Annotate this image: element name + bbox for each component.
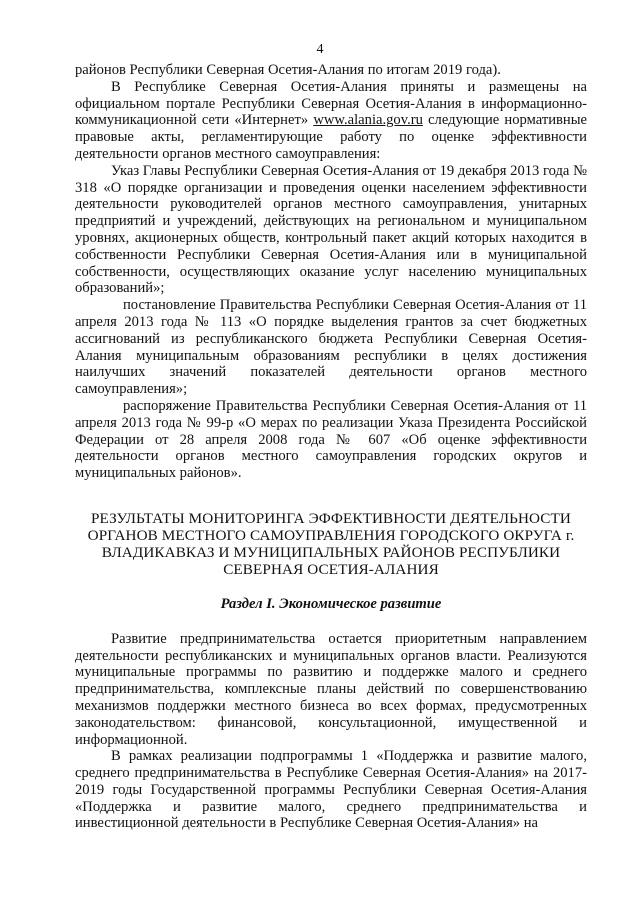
paragraph-resolution-113: постановление Правительства Республики Северная Осетия-Алания от 11 апреля 2013 года № 113 «О порядке выделения грантов за счет бюджетных ассигнований из республиканского бюджета Республики Северная Осетия-Алания муниципальным образованиям республики в целях достижения наилучших значений показателей деятельности органов местного самоуправления»; bbox=[75, 297, 587, 398]
paragraph-entrepreneurship: Развитие предпринимательства остается приоритетным направлением деятельности республиканских и муниципальных органов власти. Реализуются муниципальные программы по развитию и поддержке малого и среднего предпринимательства, комплексные планы действий по совершенствованию механизмов поддержки местного бизнеса во всех формах, предусмотренных законодательством: финансовой, консультационной, имущественной и информационной. bbox=[75, 630, 587, 748]
results-heading: РЕЗУЛЬТАТЫ МОНИТОРИНГА ЭФФЕКТИВНОСТИ ДЕЯТЕЛЬНОСТИ ОРГАНОВ МЕСТНОГО САМОУПРАВЛЕНИЯ ГОРОДСКОГО ОКРУГА г. ВЛАДИКАВКАЗ И МУНИЦИПАЛЬНЫХ РАЙОНОВ РЕСПУБЛИКИ СЕВЕРНАЯ ОСЕТИЯ-АЛАНИЯ bbox=[87, 509, 575, 578]
acts-intro-text: В Республике Северная Осетия-Алания приняты и размещены на официальном портале Республики Северная Осетия-Алания в информационно-коммуникационной сети «Интернет» bbox=[75, 78, 587, 129]
section-title: Раздел I. Экономическое развитие bbox=[220, 595, 442, 612]
page-number: 4 bbox=[316, 42, 324, 57]
acts-intro-text-end: следующие нормативные правовые акты, регламентирующие работу по оценке эффективности деятельности органов местного самоуправления: bbox=[75, 112, 588, 162]
paragraph-continuation: районов Республики Северная Осетия-Алания по итогам 2019 года). bbox=[75, 62, 501, 78]
paragraph-decree-318: Указ Главы Республики Северная Осетия-Алания от 19 декабря 2013 года № 318 «О порядке организации и проведения оценки населением эффективности деятельности руководителей органов местного самоуправления, унитарных предприятий и учреждений, действующих на региональном и муниципальном уровнях, акционерных обществ, контрольный пакет акций которых находится в собственности Республики Северная Осетия-Алания или в муниципальной собственности, осуществляющих оказание услуг населению муниципальных образований»; bbox=[75, 162, 587, 297]
paragraph-subprogram: В рамках реализации подпрограммы 1 «Поддержка и развитие малого, среднего предпринимательства в Республике Северная Осетия-Алания» на 2017-2019 годы Государственной программы Республики Северная Осетия-Алания «Поддержка и развитие малого, среднего предпринимательства и инвестиционной деятельности в Республике Северная Осетия-Алания» на bbox=[75, 748, 587, 832]
portal-link[interactable]: www.alania.gov.ru bbox=[313, 112, 423, 129]
paragraph-acts-intro bbox=[75, 79, 587, 163]
document-body bbox=[75, 62, 587, 832]
paragraph-order-99r: распоряжение Правительства Республики Северная Осетия-Алания от 11 апреля 2013 года № 99-р «О мерах по реализации Указа Президента Российской Федерации от 28 апреля 2008 года № 607 «Об оценке эффективности деятельности органов местного самоуправления городских округов и муниципальных районов». bbox=[75, 397, 587, 482]
